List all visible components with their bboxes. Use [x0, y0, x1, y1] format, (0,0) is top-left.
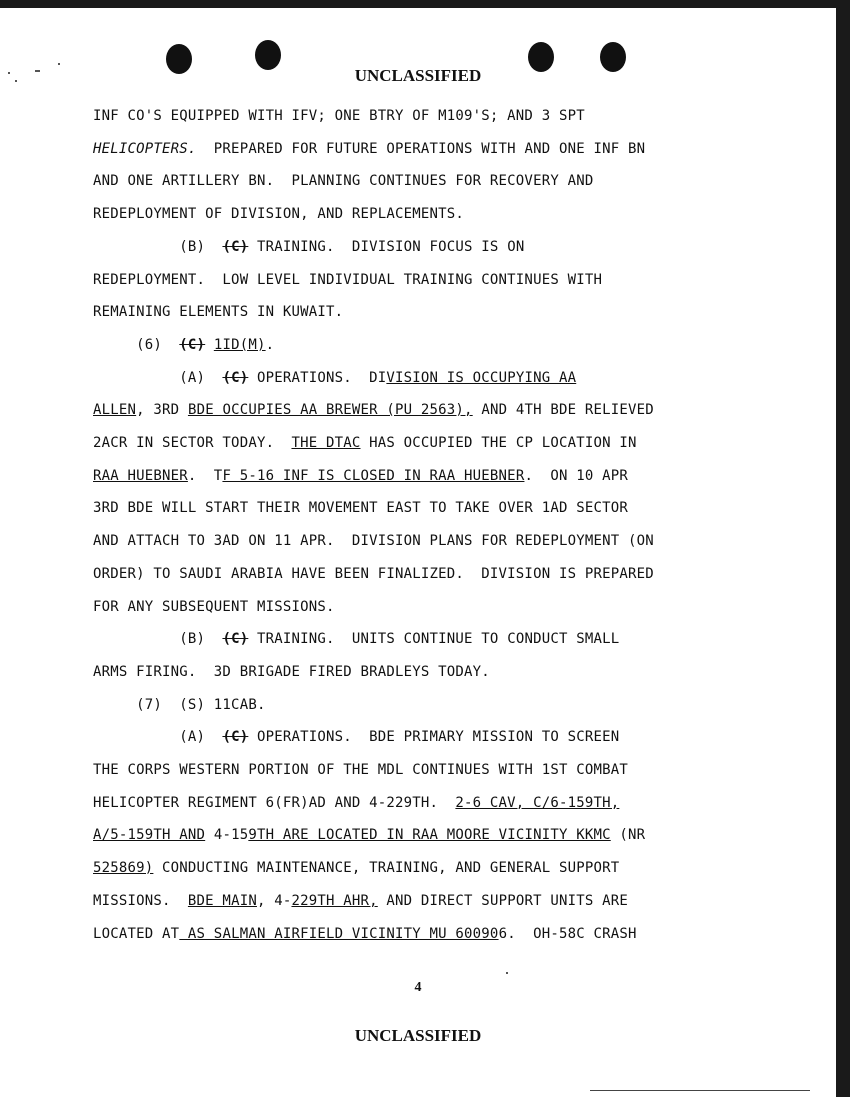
text-segment [205, 337, 214, 353]
text-segment: . ON 10 APR [524, 467, 628, 484]
text-line [93, 664, 490, 680]
text-line [93, 566, 654, 582]
text-segment: AND 4TH BDE RELIEVED [472, 402, 654, 419]
text-line [93, 926, 637, 942]
text-line [93, 304, 343, 320]
footer-classification: UNCLASSIFIED [354, 1026, 482, 1045]
text-segment: (B) [93, 631, 223, 648]
text-segment: (A) [93, 369, 223, 386]
text-segment: TRAINING. UNITS CONTINUE TO CONDUCT SMALL [248, 631, 620, 648]
text-segment: (7) (S) 11CAB. [93, 696, 266, 713]
text-line [93, 468, 628, 484]
text-line [93, 697, 266, 713]
text-segment: INF CO'S EQUIPPED WITH IFV; ONE BTRY OF M109'S; AND 3 SPT [93, 108, 585, 124]
underlined-text: 229TH AHR, [291, 892, 378, 909]
text-line [93, 631, 619, 647]
text-segment: . [265, 336, 275, 353]
text-segment: HAS OCCUPIED THE CP LOCATION IN [360, 435, 637, 451]
underlined-text: ALLEN [93, 402, 137, 419]
text-line [93, 860, 619, 876]
text-line [93, 729, 619, 745]
text-segment: OPERATIONS. DI [248, 369, 387, 386]
text-segment: (6) [93, 336, 180, 353]
text-segment: THE CORPS WESTERN PORTION OF THE MDL CONTINUES WITH 1ST COMBAT [93, 762, 628, 778]
text-line [93, 173, 593, 189]
text-segment: , 3RD [136, 402, 188, 419]
text-segment: AND ONE ARTILLERY BN. PLANNING CONTINUES FOR RECOVERY AND [93, 173, 594, 190]
underlined-text: BDE OCCUPIES AA BREWER (PU 2563), [187, 402, 473, 419]
struck-classification-mark: (C) [222, 238, 249, 255]
text-segment: 4-15 [205, 827, 249, 844]
top-scan-border [0, 0, 850, 8]
text-segment: HELICOPTER REGIMENT 6(FR)AD AND 4-229TH. [93, 794, 456, 811]
text-segment: TRAINING. DIVISION FOCUS IS ON [248, 238, 525, 255]
struck-classification-mark: (C) [222, 631, 249, 648]
text-line [93, 402, 654, 418]
text-line [93, 239, 524, 255]
text-segment: PREPARED FOR FUTURE OPERATIONS WITH AND ONE INF BN [196, 140, 646, 157]
text-segment: , 4- [256, 892, 292, 909]
underlined-text: 9TH ARE LOCATED IN RAA MOORE VICINITY KKMC [248, 827, 611, 844]
text-line [93, 370, 576, 386]
text-line [93, 500, 628, 516]
struck-classification-mark: (C) [179, 336, 206, 353]
text-line [93, 533, 654, 549]
text-segment: ORDER) TO SAUDI ARABIA HAVE BEEN FINALIZED. DIVISION IS PREPARED [93, 565, 654, 582]
text-segment: MISSIONS. [93, 892, 188, 909]
struck-classification-mark: (C) [222, 729, 249, 746]
text-segment: REMAINING ELEMENTS IN KUWAIT. [93, 304, 344, 321]
underlined-text: VISION IS OCCUPYING AA [386, 369, 577, 386]
underlined-text: 1ID(M) [213, 336, 266, 353]
text-segment: (B) [93, 238, 223, 255]
text-line [93, 893, 628, 909]
underlined-text: F 5-16 INF IS CLOSED IN RAA HUEBNER [222, 467, 525, 484]
underlined-text: AS SALMAN AIRFIELD VICINITY MU 60090 [179, 925, 499, 942]
text-segment: LOCATED AT [93, 925, 180, 942]
text-segment: FOR ANY SUBSEQUENT MISSIONS. [93, 598, 335, 615]
underlined-text: BDE MAIN [187, 892, 257, 909]
text-segment: 2ACR IN SECTOR TODAY. [93, 435, 292, 451]
text-line [93, 141, 645, 157]
text-line [93, 795, 619, 811]
text-segment: ARMS FIRING. 3D BRIGADE FIRED BRADLEYS TODAY. [93, 663, 490, 680]
right-scan-border [836, 0, 850, 1097]
text-line [93, 337, 274, 353]
text-segment: (A) [93, 729, 223, 746]
text-segment: OPERATIONS. BDE PRIMARY MISSION TO SCREEN [248, 729, 620, 746]
underlined-text: RAA HUEBNER [93, 467, 188, 484]
underlined-text: THE DTAC [291, 435, 361, 451]
text-segment: 6. OH-58C CRASH [498, 925, 637, 942]
text-segment: . T [187, 467, 223, 484]
text-segment: 3RD BDE WILL START THEIR MOVEMENT EAST TO TAKE OVER 1AD SECTOR [93, 500, 628, 517]
text-line [93, 827, 645, 843]
text-segment: REDEPLOYMENT. LOW LEVEL INDIVIDUAL TRAINING CONTINUES WITH [93, 271, 603, 288]
underlined-text: A/5-159TH AND [93, 827, 206, 844]
text-segment: AND ATTACH TO 3AD ON 11 APR. DIVISION PLANS FOR REDEPLOYMENT (ON [93, 533, 654, 550]
text-line [93, 206, 464, 222]
text-line [93, 599, 335, 615]
underlined-text: 2-6 CAV, C/6-159TH, [455, 794, 620, 811]
text-segment: REDEPLOYMENT OF DIVISION, AND REPLACEMENTS. [93, 206, 465, 223]
text-line [93, 108, 585, 124]
underlined-text: 525869) [93, 860, 154, 877]
text-line [93, 272, 602, 288]
page-number: 4 [414, 980, 422, 995]
text-segment: CONDUCTING MAINTENANCE, TRAINING, AND GENERAL SUPPORT [153, 860, 620, 877]
header-classification: UNCLASSIFIED [354, 66, 482, 85]
struck-classification-mark: (C) [222, 369, 249, 386]
text-line [93, 435, 637, 451]
text-segment: (NR [610, 827, 646, 844]
text-segment: HELICOPTERS. [93, 140, 197, 157]
bottom-scan-line [590, 1090, 810, 1091]
text-segment: AND DIRECT SUPPORT UNITS ARE [377, 892, 628, 909]
scan-speck [506, 972, 508, 974]
scan-speck [58, 63, 60, 65]
text-line [93, 762, 628, 778]
